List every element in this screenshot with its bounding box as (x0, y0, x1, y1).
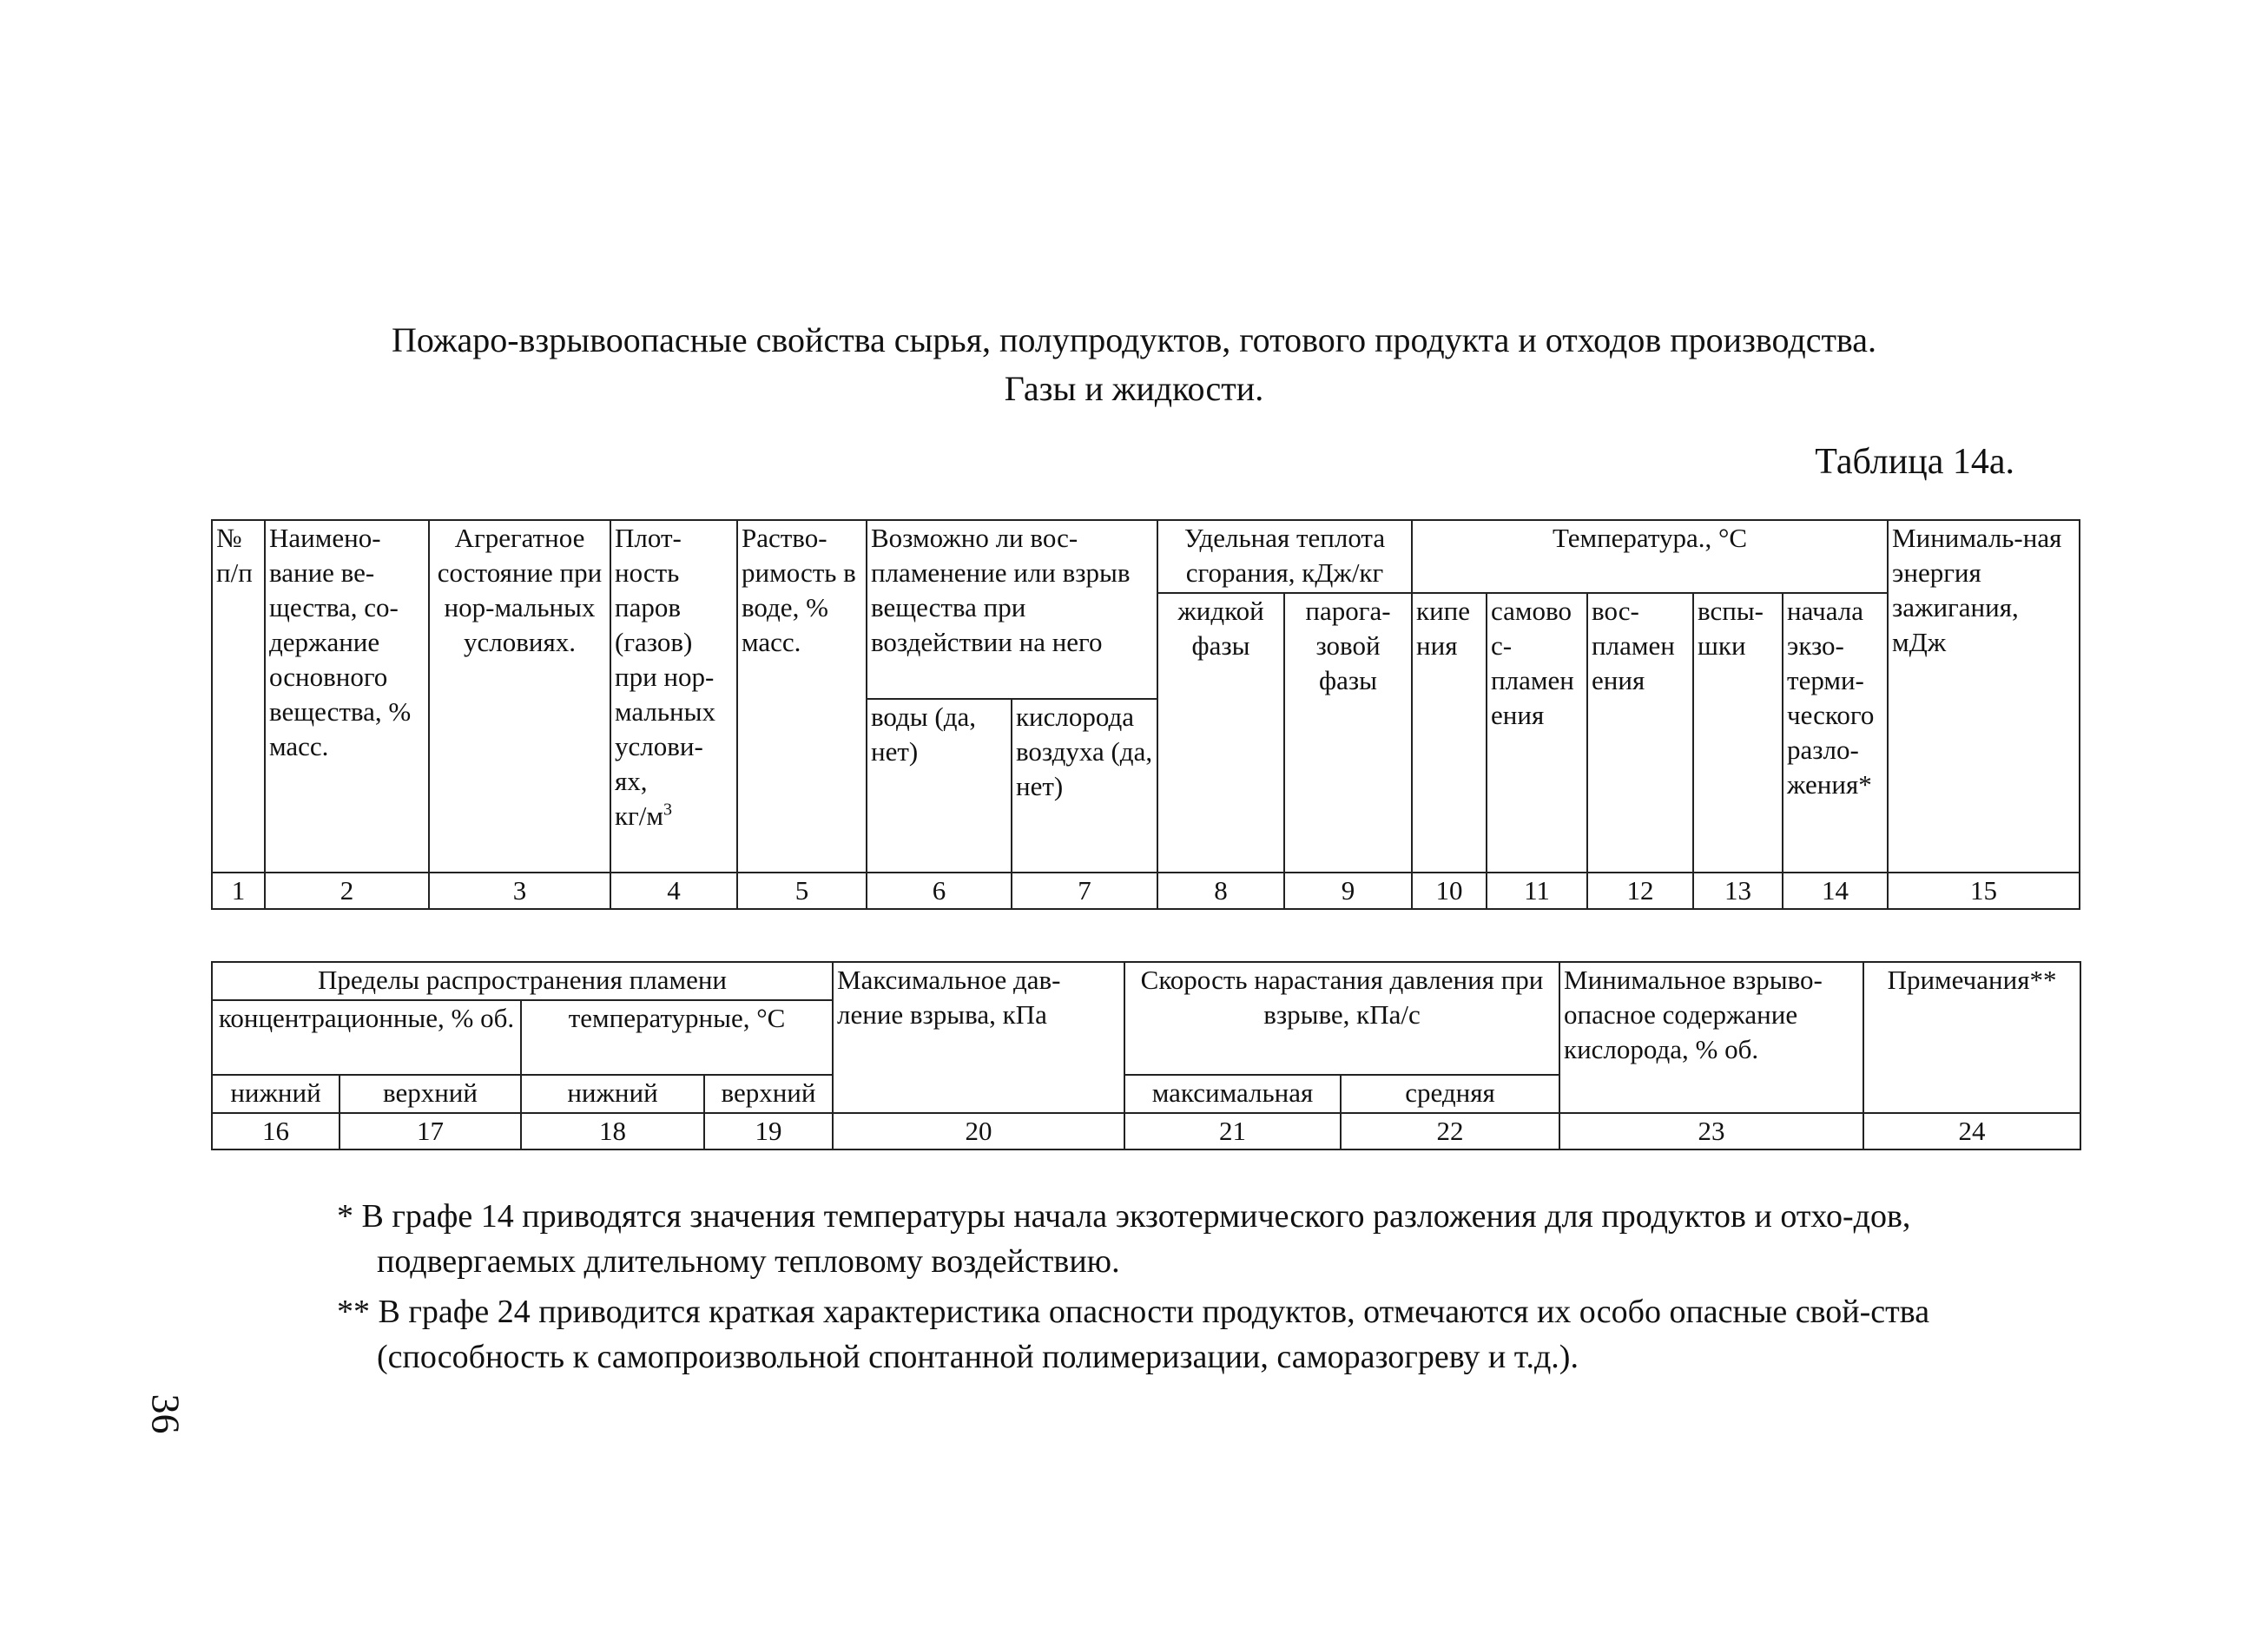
column-number: 19 (704, 1113, 833, 1149)
column-number: 3 (429, 873, 610, 909)
footnote-2: ** В графе 24 приводится краткая характеристика опасности продуктов, отмечаются их особо опасные свой-ства (способность к самопроизвольной спонтанной полимеризации, саморазогреву и т.д.). (337, 1294, 1930, 1375)
header-self-ignition: самово с-пламен ения (1487, 593, 1587, 873)
properties-table-part-1 (211, 519, 2080, 910)
title-line-1: Пожаро-взрывоопасные свойства сырья, полупродуктов, готового продукта и отходов производства. (391, 320, 1877, 359)
header-aggregate-state: Агрегатное состояние при нор-мальных условиях. (429, 520, 610, 873)
column-number: 13 (1693, 873, 1783, 909)
header-boiling: кипе ния (1412, 593, 1487, 873)
header-water: воды (да, нет) (867, 699, 1012, 873)
header-concentration-limits: концентрационные, % об. (212, 1000, 521, 1075)
header-conc-lower: нижний (212, 1075, 340, 1113)
header-solubility: Раство-римость в воде, % масс. (737, 520, 867, 873)
header-number: № п/п (212, 520, 265, 873)
column-number: 1 (212, 873, 265, 909)
header-temperature-limits: температурные, °С (521, 1000, 833, 1075)
header-vapor-density-unit: кг/м (615, 800, 664, 831)
header-notes: Примечания** (1863, 962, 2080, 1113)
header-substance-name: Наимено-вание ве-щества, со-держание основного вещества, % масс. (265, 520, 429, 873)
column-number: 7 (1012, 873, 1157, 909)
header-heat-of-combustion: Удельная теплота сгорания, кДж/кг (1157, 520, 1412, 593)
column-number: 14 (1783, 873, 1888, 909)
column-number: 6 (867, 873, 1012, 909)
title-line-2: Газы и жидкости. (1004, 369, 1264, 408)
header-max-explosion-pressure: Максимальное дав-ление взрыва, кПа (833, 962, 1124, 1113)
footnote-1: * В графе 14 приводятся значения температуры начала экзотермического разложения для продуктов и отхо-дов, подвергаемых длительному тепловому воздействию. (337, 1198, 1911, 1280)
header-ignition-possibility: Возможно ли вос-пламенение или взрыв вещества при воздействии на него (867, 520, 1157, 699)
header-oxygen: кислорода воздуха (да, нет) (1012, 699, 1157, 873)
header-pressure-rise-rate: Скорость нарастания давления при взрыве, кПа/с (1124, 962, 1559, 1075)
header-temp-upper: верхний (704, 1075, 833, 1113)
column-number: 22 (1341, 1113, 1559, 1149)
page-number: 36 (143, 1393, 188, 1434)
header-ignition: вос-пламен ения (1587, 593, 1693, 873)
header-vapor-density-exponent: 3 (663, 800, 673, 820)
column-number: 17 (340, 1113, 521, 1149)
column-number: 5 (737, 873, 867, 909)
header-flash: вспы-шки (1693, 593, 1783, 873)
column-number: 18 (521, 1113, 704, 1149)
column-number: 23 (1559, 1113, 1863, 1149)
column-number: 11 (1487, 873, 1587, 909)
document-title (0, 316, 2268, 413)
header-vapor-density-text: Плот-ность паров (газов) при нор-мальных услови-ях, (615, 523, 715, 796)
header-min-oxygen-content: Минимальное взрыво-опасное содержание кислорода, % об. (1559, 962, 1863, 1113)
column-number: 9 (1284, 873, 1412, 909)
column-number: 21 (1124, 1113, 1341, 1149)
header-vapor-gas-phase: парога-зовой фазы (1284, 593, 1412, 873)
table-label: Таблица 14а. (1815, 442, 2014, 482)
column-number: 2 (265, 873, 429, 909)
header-flame-propagation-limits: Пределы распространения пламени (212, 962, 833, 1000)
column-number: 12 (1587, 873, 1693, 909)
header-liquid-phase: жидкой фазы (1157, 593, 1284, 873)
header-conc-upper: верхний (340, 1075, 521, 1113)
header-temp-lower: нижний (521, 1075, 704, 1113)
properties-table-part-2 (211, 961, 2081, 1150)
header-temperature: Температура., °С (1412, 520, 1888, 593)
header-vapor-density (610, 520, 737, 873)
column-number: 15 (1888, 873, 2080, 909)
column-number: 24 (1863, 1113, 2080, 1149)
header-min-ignition-energy: Минималь-ная энергия зажигания, мДж (1888, 520, 2080, 873)
column-number: 8 (1157, 873, 1284, 909)
header-rate-avg: средняя (1341, 1075, 1559, 1113)
header-exothermic-decomposition: начала экзо-терми-ческого разло-жения* (1783, 593, 1888, 873)
column-number: 20 (833, 1113, 1124, 1149)
column-number: 16 (212, 1113, 340, 1149)
column-number: 10 (1412, 873, 1487, 909)
footnotes (337, 1194, 2065, 1385)
header-rate-max: максимальная (1124, 1075, 1341, 1113)
column-number: 4 (610, 873, 737, 909)
